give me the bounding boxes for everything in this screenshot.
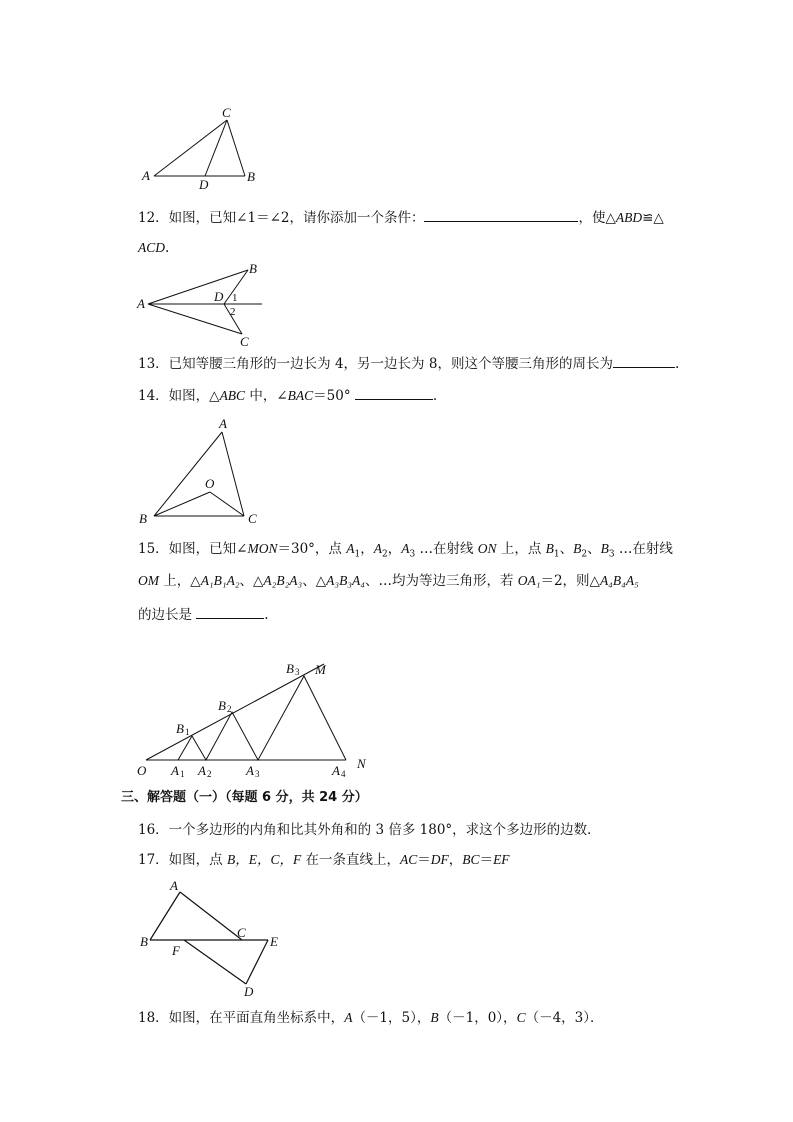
- label-a1: A: [171, 763, 179, 778]
- question-18: 18．如图，在平面直角坐标系中，A（－1，5），B（－1，0），C（－4，3）．: [138, 1010, 604, 1026]
- label-b2: B: [218, 698, 226, 713]
- label-d: D: [199, 177, 209, 192]
- label-b: B: [249, 261, 257, 276]
- label-a3: A: [246, 763, 254, 778]
- label-o: O: [205, 476, 215, 491]
- label-n: N: [357, 756, 366, 771]
- svg-text:1: 1: [180, 769, 185, 779]
- label-o: O: [137, 763, 147, 778]
- answer-blank-14[interactable]: [355, 385, 433, 400]
- question-15-line3: 的边长是 .: [138, 604, 269, 624]
- label-d: D: [244, 984, 254, 999]
- label-b3: B: [286, 661, 294, 676]
- answer-blank-15[interactable]: [196, 604, 264, 619]
- label-b: B: [139, 511, 147, 526]
- label-m: M: [315, 662, 326, 677]
- answer-blank-13[interactable]: [613, 353, 675, 368]
- question-15-line1: 15．如图，已知∠MON＝30°，点 $A_1$，$A_2$，$A_3$ …在射线 ON 上，点 $B_1$、$B_2$、$B_3$ …在射线: [138, 541, 673, 560]
- svg-text:1: 1: [185, 727, 190, 737]
- question-13: 13．已知等腰三角形的一边长为 4，另一边长为 8，则这个等腰三角形的周长为 .: [138, 353, 679, 373]
- svg-text:3: 3: [255, 769, 260, 779]
- svg-text:2: 2: [207, 769, 212, 779]
- figure-q17: [134, 876, 294, 1000]
- question-14: 14．如图，△ABC 中，∠BAC＝50° .: [138, 385, 437, 405]
- label-c: C: [240, 334, 249, 349]
- label-1: 1: [232, 292, 238, 304]
- label-a2: A: [198, 763, 206, 778]
- figure-q14: [134, 412, 264, 530]
- label-c: C: [237, 925, 246, 940]
- figure-q15: [134, 652, 374, 780]
- answer-blank-12[interactable]: [424, 207, 578, 222]
- label-2: 2: [230, 306, 236, 318]
- label-d: D: [214, 289, 224, 304]
- section-3-heading: 三、解答题（一）（每题 6 分，共 24 分）: [121, 790, 368, 805]
- question-16: 16．一个多边形的内角和比其外角和的 3 倍多 180°，求这个多边形的边数．: [138, 822, 601, 838]
- label-b: B: [247, 169, 255, 184]
- label-b: B: [140, 934, 148, 949]
- label-a: A: [170, 878, 178, 893]
- question-12-line1: 12．如图，已知∠1＝∠2，请你添加一个条件： ，使△ABD≌△: [138, 207, 664, 227]
- label-c: C: [222, 105, 231, 120]
- label-f: F: [172, 943, 180, 958]
- label-a: A: [142, 168, 150, 183]
- label-a: A: [219, 416, 227, 431]
- svg-text:4: 4: [341, 769, 346, 779]
- label-e: E: [270, 934, 278, 949]
- question-15-line2: OM 上，△A₁B₁A₂、△A₂B₂A₃、△A₃B₃A₄、…均为等边三角形，若 OA₁＝2，则△A₄B₄A₅: [138, 573, 639, 589]
- figure-q12: [134, 258, 274, 350]
- label-c: C: [248, 511, 257, 526]
- label-a: A: [137, 296, 145, 311]
- svg-text:3: 3: [295, 667, 300, 677]
- svg-text:2: 2: [227, 704, 232, 714]
- question-12-line2: ACD.: [138, 240, 170, 256]
- label-b1: B: [176, 721, 184, 736]
- label-a4: A: [332, 763, 340, 778]
- question-17: 17．如图，点 B，E，C，F 在一条直线上，AC＝DF，BC＝EF: [138, 852, 510, 868]
- figure-triangle-acdb: [138, 100, 268, 192]
